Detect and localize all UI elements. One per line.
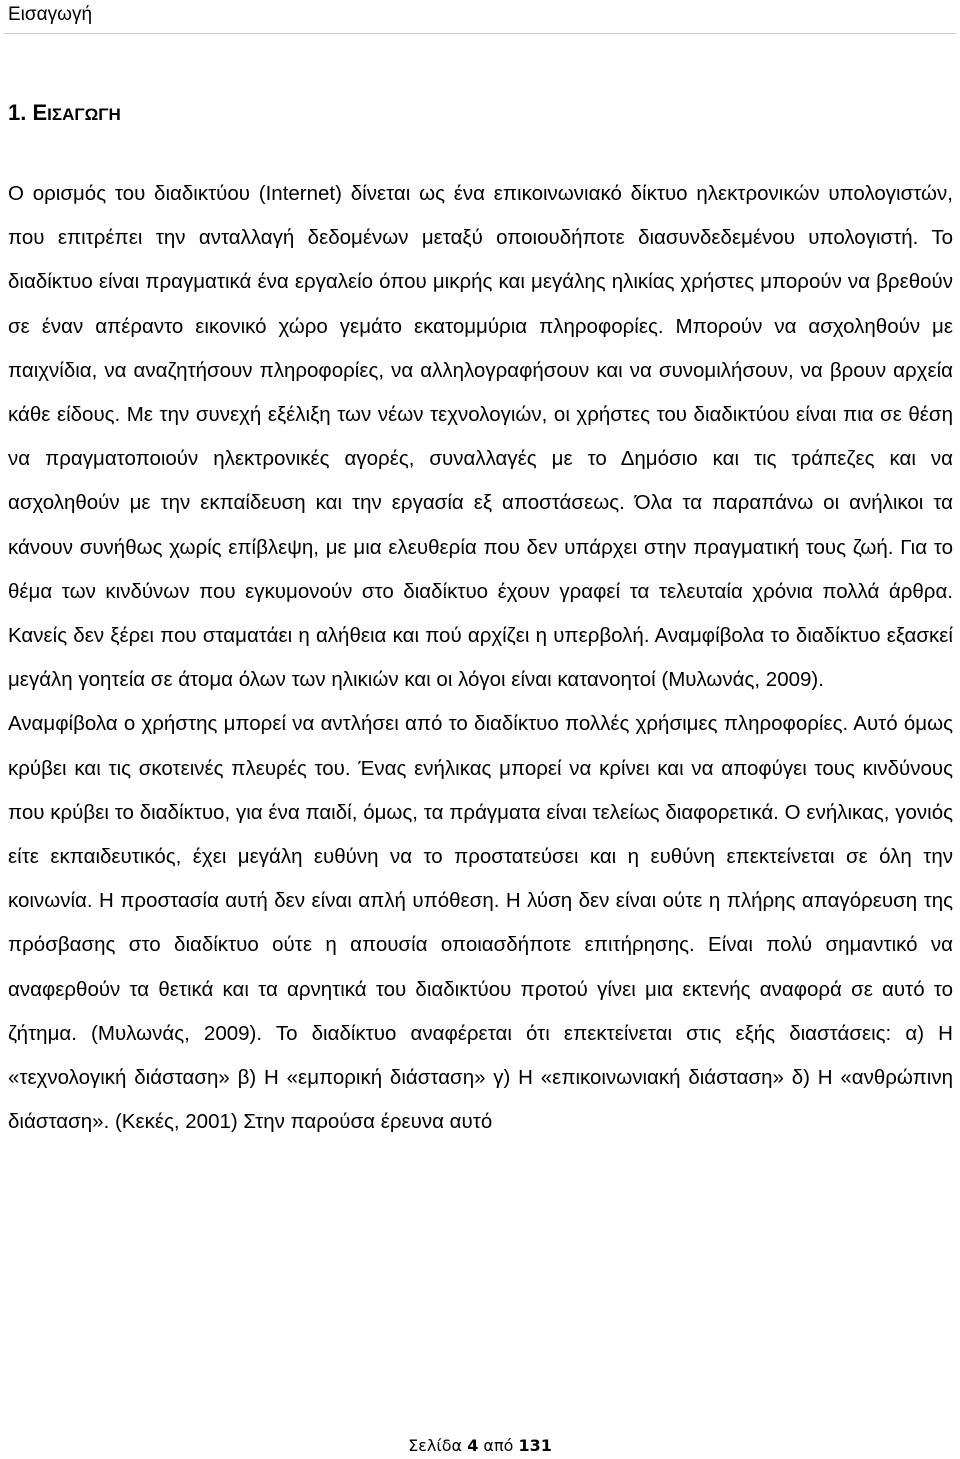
heading-initial: Ε — [32, 100, 48, 125]
footer-page-number: 4 — [467, 1436, 479, 1455]
footer-prefix: Σελίδα — [408, 1436, 463, 1455]
heading-number: 1. — [8, 100, 27, 125]
running-header: Εισαγωγή — [8, 4, 93, 25]
paragraph: Αναμφίβολα ο χρήστης μπορεί να αντλήσει από το διαδίκτυο πολλές χρήσιμες πληροφορίες. Αυτό όμως κρύβει και τις σκοτεινές πλευρές του. Ένας ενήλικας μπορεί να κρίνει και να αποφύγει τους κινδύνους που κρύβει το διαδίκτυο, για ένα παιδί, όμως, τα πράγματα είναι τελείως διαφορετικά. Ο ενήλικας, γονιός είτε εκπαιδευτικός, έχει μεγάλη ευθύνη να το προστατεύσει και η ευθύνη επεκτείνεται σε όλη την κοινωνία. Η προστασία αυτή δεν είναι απλή υπόθεση. Η λύση δεν είναι ούτε η πλήρης απαγόρευση της πρόσβασης στο διαδίκτυο ούτε η απουσία οποιασδήποτε επιτήρησης. Είναι πολύ σημαντικό να αναφερθούν τα θετικά και τα αρνητικά του διαδικτύου προτού γίνει μια εκτενής αναφορά σε αυτό το ζήτημα. (Μυλωνάς, 2009). Το διαδίκτυο αναφέρεται ότι επεκτείνεται στις εξής διαστάσεις: α) Η «τεχνολογική διάσταση» β) Η «εμπορική διάσταση» γ) Η «επικοινωνιακή διάσταση» δ) Η «ανθρώπινη διάσταση». (Κεκές, 2001) Στην παρούσα έρευνα αυτό — [8, 712, 953, 1134]
heading-rest: ΙΣΑΓΩΓΗ — [47, 105, 121, 124]
paragraph: Ο ορισμός του διαδικτύου (Internet) δίνεται ως ένα επικοινωνιακό δίκτυο ηλεκτρονικών υπολογιστών, που επιτρέπει την ανταλλαγή δεδομένων μεταξύ οποιουδήποτε διασυνδεδεμένου υπολογιστή. Το διαδίκτυο είναι πραγματικά ένα εργαλείο όπου μικρής και μεγάλης ηλικίας χρήστες μπορούν να βρεθούν σε έναν απέραντο εικονικό χώρο γεμάτο εκατομμύρια πληροφορίες. Μπορούν να ασχοληθούν με παιχνίδια, να αναζητήσουν πληροφορίες, να αλληλογραφήσουν και να συνομιλήσουν, να βρουν αρχεία κάθε είδους. Με την συνεχή εξέλιξη των νέων τεχνολογιών, οι χρήστες του διαδικτύου είναι πια σε θέση να πραγματοποιούν ηλεκτρονικές αγορές, συναλλαγές με το Δημόσιο και τις τράπεζες και να ασχοληθούν με την εκπαίδευση και την εργασία εξ αποστάσεως. Όλα τα παραπάνω οι ανήλικοι τα κάνουν συνήθως χωρίς επίβλεψη, με μια ελευθερία που δεν υπάρχει στην πραγματική τους ζωή. Για το θέμα των κινδύνων που εγκυμονούν στο διαδίκτυο έχουν γραφεί τα τελευταία χρόνια πολλά άρθρα. Κανείς δεν ξέρει που σταματάει η αλήθεια και πού αρχίζει η υπερβολή. Αναμφίβολα το διαδίκτυο εξασκεί μεγάλη γοητεία σε άτομα όλων των ηλικιών και οι λόγοι είναι κατανοητοί (Μυλωνάς, 2009). — [8, 182, 953, 692]
body-text — [8, 172, 953, 1144]
section-heading — [8, 100, 121, 128]
footer-of: από — [483, 1436, 514, 1455]
footer-total-pages: 131 — [518, 1436, 552, 1455]
header-divider — [4, 33, 956, 34]
page-footer — [0, 1436, 960, 1456]
